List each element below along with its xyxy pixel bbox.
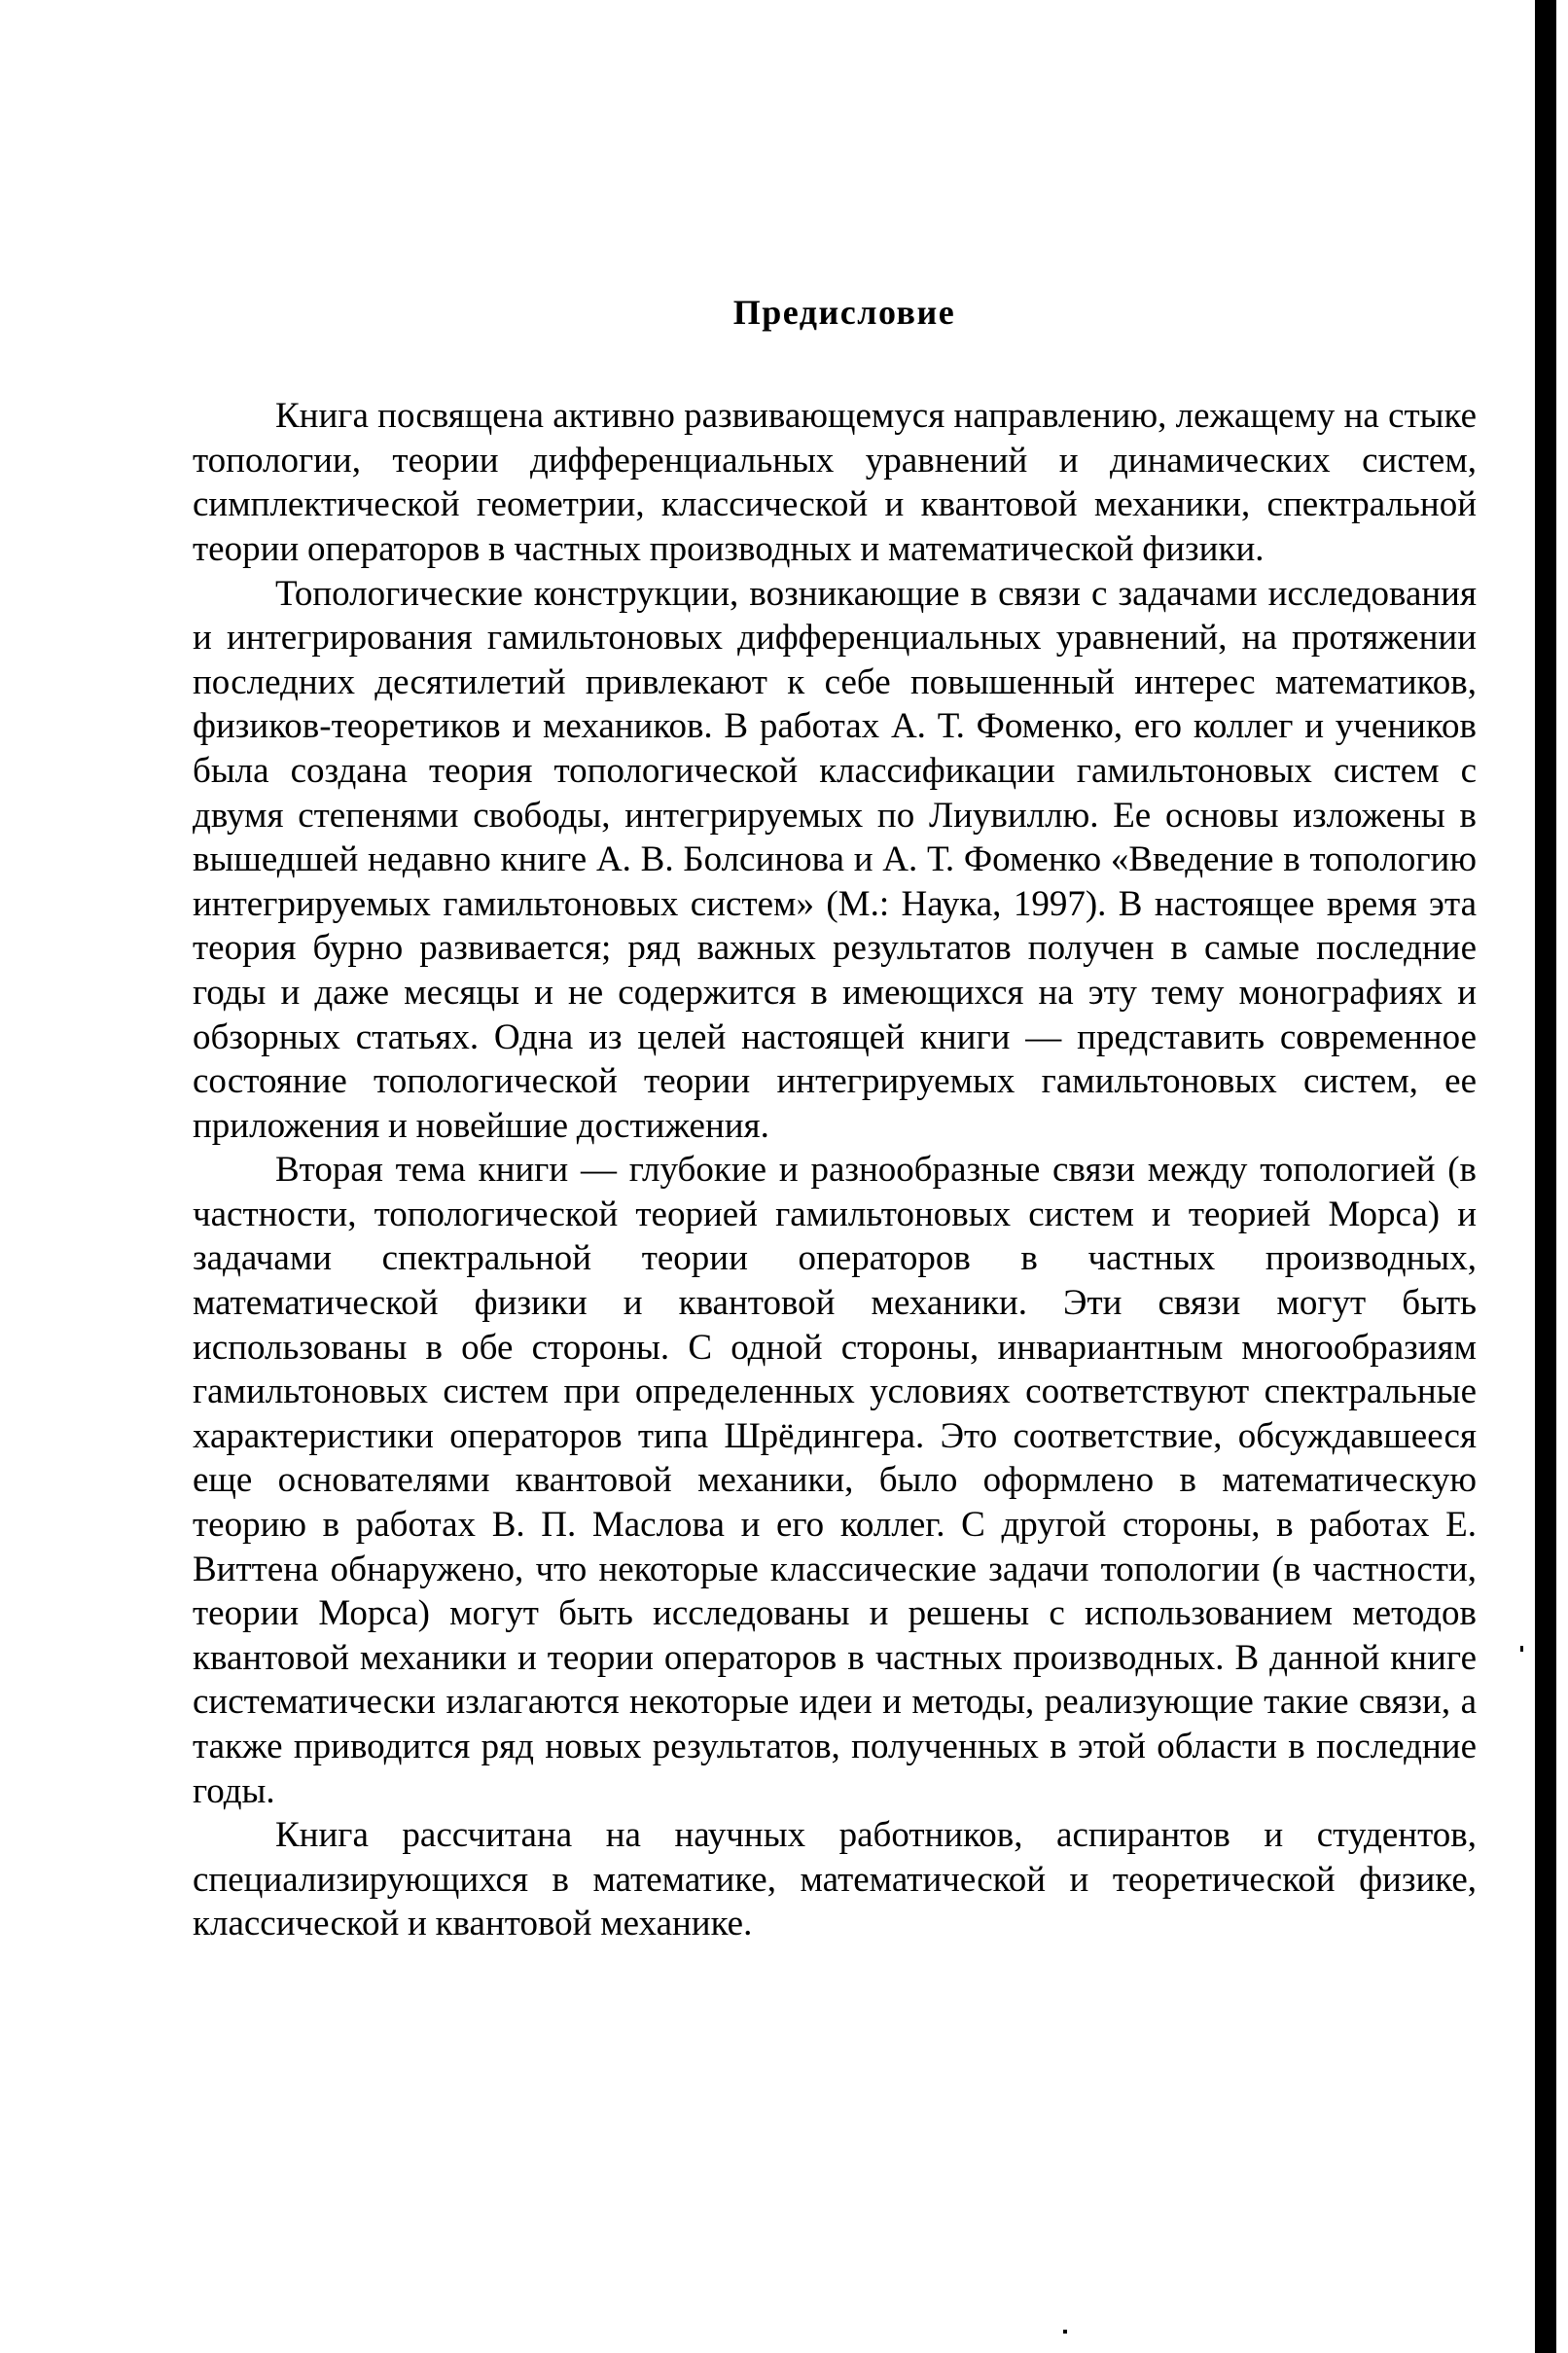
paragraph-audience: Книга рассчитана на научных работников, аспирантов и студентов, специализирующихся в математике, математической и теоретической физике, классической и квантовой механике. [193, 1815, 1477, 1944]
paragraph-intro: Книга посвящена активно развивающемуся направлению, лежащему на стыке топологии, теории дифференциальных уравнений и динамических систем, симплектической геометрии, классической и квантовой механики, спектральной теории операторов в частных производных и математической физики. [193, 396, 1477, 569]
scan-speck [1063, 2330, 1067, 2334]
paragraph-second-theme: Вторая тема книги — глубокие и разнообразные связи между топологией (в частности, топологической теорией гамильтоновых систем и теорией Морса) и задачами спектральной теории операторов в частных производных, математической физики и квантовой механики. Эти связи могут быть использованы в обе стороны. С одной стороны, инвариантным многообразиям гамильтоновых систем при определенных условиях соответствуют спектральные характеристики операторов типа Шрёдингера. Это соответствие, обсуждавшееся еще основателями квантовой механики, было оформлено в математическую теорию в работах В. П. Маслова и его коллег. С другой стороны, в работах Е. Виттена обнаружено, что некоторые классические задачи топологии (в частности, теории Морса) могут быть исследованы и решены с использованием методов квантовой механики и теории операторов в частных производных. В данной книге систематически излагаются некоторые идеи и методы, реализующие такие связи, а также приводится ряд новых результатов, полученных в этой области в последние годы. [193, 1150, 1477, 1811]
paragraph-topology: Топологические конструкции, возникающие в связи с задачами исследования и интегрирования гамильтоновых дифференциальных уравнений, на протяжении последних десятилетий привлекают к себе повышенный интерес математиков, физиков-теоретиков и механиков. В работах А. Т. Фоменко, его коллег и учеников была создана теория топологической классификации гамильтоновых систем с двумя степенями свободы, интегрируемых по Лиувиллю. Ее основы изложены в вышедшей недавно книге А. В. Болсинова и А. Т. Фоменко «Введение в топологию интегрируемых гамильтоновых систем» (М.: Наука, 1997). В настоящее время эта теория бурно развивается; ряд важных результатов получен в самые последние годы и даже месяцы и не содержится в имеющихся на эту тему монографиях и обзорных статьях. Одна из целей настоящей книги — представить современное состояние топологической теории интегрируемых гамильтоновых систем, ее приложения и новейшие достижения. [193, 573, 1477, 1146]
scan-speck [1520, 1646, 1523, 1652]
page-edge-shadow [1535, 0, 1556, 2353]
page-title: Предисловие [732, 293, 956, 332]
page-body [193, 292, 1477, 1946]
